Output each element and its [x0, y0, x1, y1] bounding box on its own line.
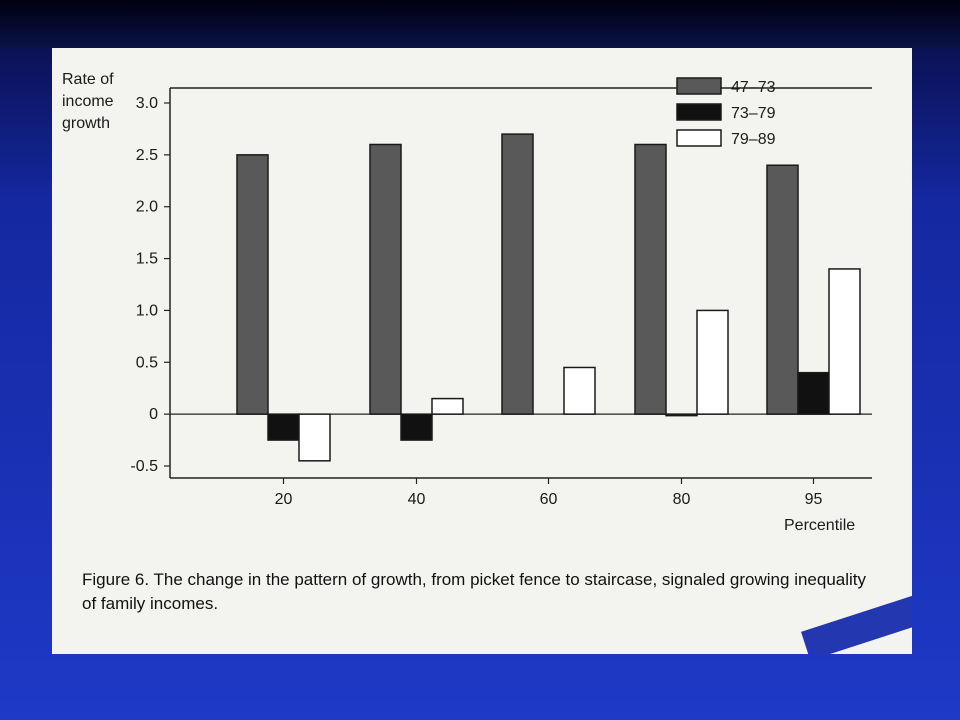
legend-swatch: [677, 130, 721, 146]
scanned-figure: [52, 48, 912, 654]
bar-40-2: [401, 414, 432, 440]
x-tick-label: 80: [672, 491, 691, 508]
legend-swatch: [677, 104, 721, 120]
figure-caption: Figure 6. The change in the pattern of growth, from picket fence to staircase, signaled growing inequality of family incomes.: [82, 570, 867, 613]
y-axis-label-line-2: income: [62, 93, 114, 110]
bar-60-3: [564, 367, 595, 414]
bar-60-1: [502, 134, 533, 414]
bar-40-3: [432, 399, 463, 415]
y-axis-ticks: [130, 95, 170, 475]
bar-20-3: [299, 414, 330, 461]
legend-swatch: [677, 78, 721, 94]
bar-40-1: [370, 144, 401, 414]
x-tick-label: 60: [539, 491, 558, 508]
bar-95-2: [798, 373, 829, 414]
bar-80-2: [666, 414, 697, 416]
bar-20-2: [268, 414, 299, 440]
y-tick-label: 2.5: [135, 146, 158, 164]
x-tick-label: 95: [804, 491, 823, 508]
bar-95-3: [829, 269, 860, 414]
bar-20-1: [237, 155, 268, 414]
y-tick-label: 1.0: [135, 302, 158, 320]
slide-top-band: [0, 0, 960, 48]
bars: [237, 134, 860, 461]
y-tick-label: 0: [149, 406, 158, 424]
legend-label: 79–89: [731, 131, 776, 148]
y-tick-label: 3.0: [135, 95, 158, 112]
x-axis-label: Percentile: [784, 517, 856, 534]
x-axis-ticks: [275, 478, 823, 508]
y-tick-label: 2.0: [135, 198, 158, 216]
y-tick-label: -0.5: [130, 458, 158, 475]
bar-80-1: [635, 144, 666, 414]
legend-label: 47–73: [731, 79, 776, 96]
x-tick-label: 20: [274, 491, 293, 508]
bar-95-1: [767, 165, 798, 414]
y-axis-label: [62, 71, 114, 132]
y-axis-label-line-1: Rate of: [62, 71, 114, 88]
legend-label: 73–79: [731, 105, 776, 122]
x-tick-label: 40: [407, 491, 426, 508]
y-axis-label-line-3: growth: [62, 115, 111, 132]
bar-chart: [52, 48, 912, 654]
bar-80-3: [697, 310, 728, 414]
y-tick-label: 0.5: [135, 354, 158, 372]
y-tick-label: 1.5: [135, 250, 158, 268]
